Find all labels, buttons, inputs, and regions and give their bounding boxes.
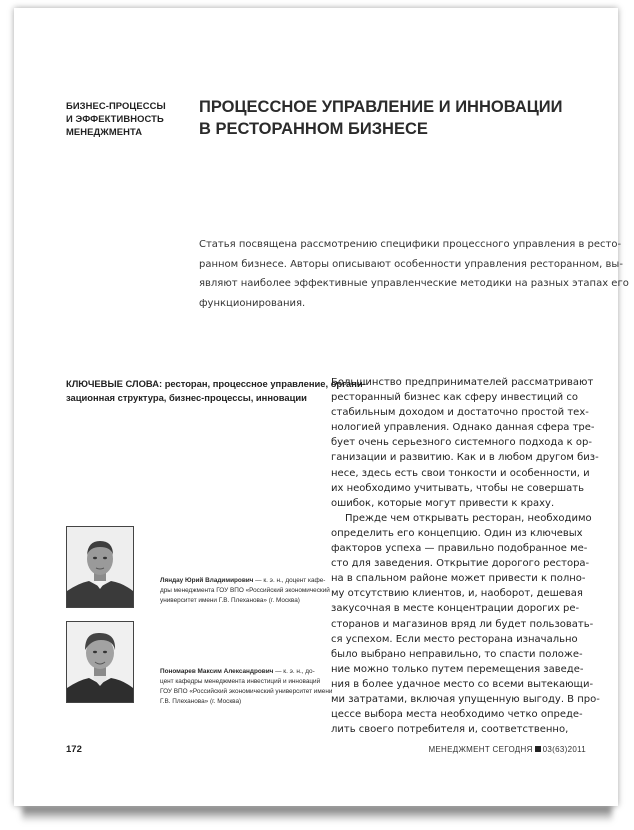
body-line: бует очень серьезного системного подхода к ор-	[331, 437, 592, 449]
body-line: ние можно только путем перемещения заведе-	[331, 663, 584, 675]
keywords-line: КЛЮЧЕВЫЕ СЛОВА: ресторан, процессное управление, органи-	[66, 378, 366, 389]
body-line: сторанов и магазинов вряд ли будет пользовать-	[331, 618, 594, 630]
body-line: Прежде чем открывать ресторан, необходимо	[345, 512, 592, 524]
body-line: нологией управления. Однако данная сфера тре-	[331, 422, 595, 434]
journal-footer	[428, 745, 586, 754]
bio-text: — к. э. н., до-	[273, 668, 315, 675]
article-body	[331, 375, 600, 737]
body-line: ся успехом. Если место ресторана изначально	[331, 633, 578, 645]
author-name: Пономарев Максим Александрович	[160, 668, 274, 675]
portrait-icon	[67, 622, 133, 702]
keywords	[66, 377, 366, 404]
body-line: ми затратами, включая упущенную выгоду. В про-	[331, 693, 600, 705]
body-line: цессе выбора места необходимо четко опреде-	[331, 709, 583, 721]
bio-line	[160, 576, 325, 586]
article-title-line: В РЕСТОРАННОМ БИЗНЕСЕ	[199, 120, 428, 138]
abstract-line: функционирования.	[199, 297, 306, 309]
abstract-line: Статья посвящена рассмотрению специфики процессного управления в ресто-	[199, 239, 622, 250]
body-line: закусочная в месте концентрации дорогих ре-	[331, 603, 580, 615]
portrait-icon	[67, 527, 133, 607]
bio-line: университет имени Г.В. Плеханова» (г. Москва)	[160, 597, 300, 604]
journal-issue: 03(63)2011	[542, 745, 586, 754]
body-line: было выбрано неправильно, то спасти положе-	[331, 648, 583, 660]
section-label-line: И ЭФФЕКТИВНОСТЬ	[66, 113, 164, 124]
page-shadow	[22, 806, 612, 822]
section-label	[66, 99, 186, 138]
author-photo-1	[66, 526, 134, 608]
body-line: определить его концепцию. Один из ключевых	[331, 527, 583, 539]
bio-line: Г.В. Плеханова» (г. Москва)	[160, 698, 242, 705]
body-line: сто для заведения. Открытие дорогого рестора-	[331, 558, 590, 570]
body-line: му отсутствию клиентов, и, наоборот, дешевая	[331, 588, 583, 600]
keywords-line: зационная структура, бизнес-процессы, инновации	[66, 391, 307, 403]
body-line: их необходимо учитывать, чтобы не совершать	[331, 482, 584, 494]
body-line: несе, здесь есть свои тонкости и особенности, и	[331, 467, 590, 479]
author-name: Ляндау Юрий Владимирович	[160, 577, 254, 584]
body-line: ресторанный бизнес как сферу инвестиций со	[331, 392, 578, 404]
body-line: стабильным доходом и достаточно простой тех-	[331, 407, 589, 419]
bio-line	[160, 667, 325, 677]
author-bio-2	[160, 667, 333, 707]
abstract-line: ранном бизнесе. Авторы описывают особенности управления ресторанном, вы-	[199, 258, 623, 270]
bio-line: цент кафедры менеджмента инвестиций и инноваций	[160, 678, 321, 685]
body-line: факторов успеха — правильно подобранное ме-	[331, 543, 588, 555]
page-number: 172	[66, 744, 82, 755]
body-line: ошибок, которые могут привести к краху.	[331, 497, 555, 509]
square-bullet-icon	[535, 746, 541, 752]
body-line: ния в более удачное место со всеми вытекающи-	[331, 678, 594, 690]
section-label-line: МЕНЕДЖМЕНТА	[66, 126, 143, 137]
body-line: Большинство предпринимателей рассматривают	[331, 377, 594, 388]
author-photo-2	[66, 621, 134, 703]
body-line: на в спальном районе может привести к полно-	[331, 573, 586, 585]
article-abstract	[199, 235, 629, 313]
body-line: лить своего потребителя и, соответственно,	[331, 724, 569, 736]
bio-line: ГОУ ВПО «Российский экономический университет имени	[160, 688, 333, 695]
bio-text: — к. э. н., доцент кафе-	[253, 577, 326, 584]
journal-name: МЕНЕДЖМЕНТ СЕГОДНЯ	[428, 745, 533, 754]
body-line: ганизации и развитию. Как и в любом другом биз-	[331, 452, 599, 464]
author-bio-1	[160, 576, 330, 606]
bio-line: дры менеджмента ГОУ ВПО «Российский экономический	[160, 587, 330, 594]
article-title-line: ПРОЦЕССНОЕ УПРАВЛЕНИЕ И ИННОВАЦИИ	[199, 98, 563, 116]
abstract-line: являют наиболее эффективные управленческие методики на разных этапах его	[199, 278, 629, 289]
article-title	[199, 96, 599, 140]
section-label-line: БИЗНЕС-ПРОЦЕССЫ	[66, 100, 166, 111]
